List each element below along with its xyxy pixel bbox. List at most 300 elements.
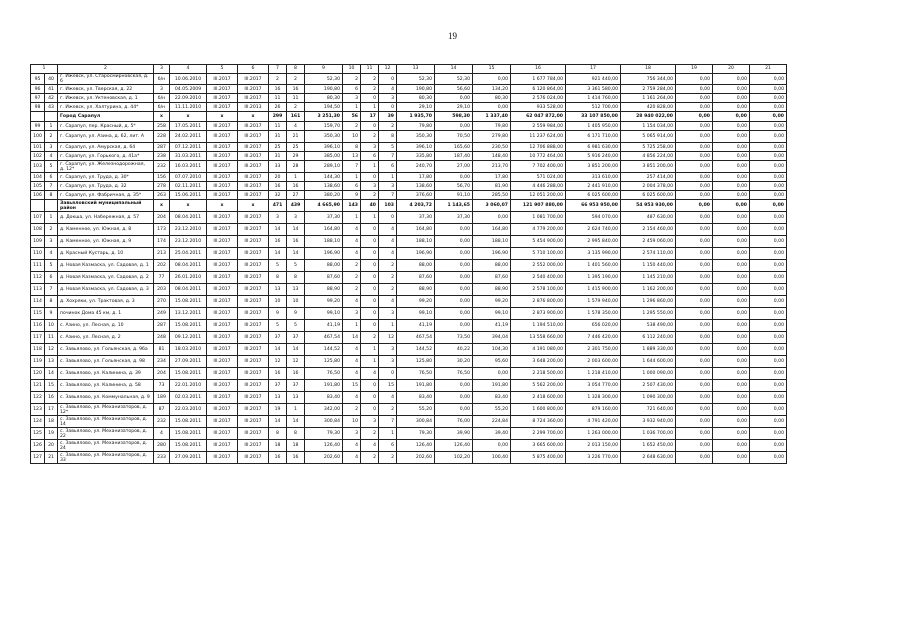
table-cell: 2	[361, 191, 379, 200]
table-row	[31, 161, 787, 173]
address-cell: с. Завьялово, ул. Механизаторов, д. 24	[58, 440, 154, 452]
table-cell: 0,00	[713, 248, 750, 260]
table-cell: 29	[287, 152, 305, 161]
table-cell: 0,00	[713, 122, 750, 131]
table-cell: 55,20	[473, 404, 511, 416]
table-cell: III.2017	[238, 368, 269, 380]
table-cell: 11	[287, 94, 305, 103]
address-cell: с. Завьялово, ул. Калинина, д. 39	[58, 368, 154, 380]
table-cell: 1 145 210,00	[621, 272, 676, 284]
table-cell: 190,80	[305, 85, 343, 94]
table-cell: III.2017	[238, 440, 269, 452]
table-cell: 471	[269, 200, 287, 212]
table-cell: 224,84	[473, 416, 511, 428]
table-cell: 2 759 284,00	[621, 85, 676, 94]
table-cell: 5	[287, 260, 305, 272]
table-cell: 14	[287, 416, 305, 428]
table-cell: 9	[269, 308, 287, 320]
table-cell: 1 328 300,00	[566, 392, 621, 404]
table-cell: 99,20	[397, 296, 435, 308]
table-cell: 2	[343, 272, 361, 284]
table-row	[31, 152, 787, 161]
table-cell: III.2017	[207, 344, 238, 356]
table-cell: 0,00	[750, 152, 787, 161]
table-cell: 5	[45, 260, 58, 272]
column-number-cell: 19	[676, 65, 713, 74]
table-cell: 2 873 900,00	[511, 308, 566, 320]
table-cell: 124	[31, 416, 45, 428]
table-cell: 2	[361, 74, 379, 85]
table-cell: 0	[361, 284, 379, 296]
table-cell: 0,00	[435, 236, 473, 248]
table-cell: 2	[379, 260, 397, 272]
table-cell: 0,00	[713, 260, 750, 272]
table-cell: 156	[154, 173, 170, 182]
table-cell: б/н	[154, 94, 170, 103]
table-cell: 0,00	[676, 112, 713, 122]
table-cell: 0,00	[713, 152, 750, 161]
address-cell: г. Сарапул, ул. Труда, д. 32	[58, 182, 154, 191]
table-cell: 0,00	[750, 404, 787, 416]
table-cell: 40,22	[435, 344, 473, 356]
table-cell: 0,00	[713, 404, 750, 416]
table-cell: III.2017	[207, 212, 238, 224]
table-cell: 0,00	[676, 248, 713, 260]
table-cell: 27	[287, 191, 305, 200]
table-cell: 2 459 060,00	[621, 236, 676, 248]
table-cell: 188,10	[473, 236, 511, 248]
table-cell: 16	[269, 236, 287, 248]
column-number-cell: 21	[750, 65, 787, 74]
table-cell: III.2017	[238, 404, 269, 416]
table-cell: 3	[379, 344, 397, 356]
table-cell: 0,00	[713, 284, 750, 296]
table-cell: 16	[287, 368, 305, 380]
table-cell: 100,40	[473, 452, 511, 464]
table-cell: 119	[31, 356, 45, 368]
table-cell: III.2017	[207, 452, 238, 464]
table-cell: 0,00	[750, 272, 787, 284]
table-cell: 1	[361, 356, 379, 368]
table-cell: 0	[361, 320, 379, 332]
table-cell: 15	[45, 380, 58, 392]
table-cell: 123	[31, 404, 45, 416]
address-cell: г. Ижевск, ул. Старосмирновская, д. 6	[58, 74, 154, 85]
table-cell: III.2017	[238, 272, 269, 284]
table-cell: 15	[343, 380, 361, 392]
table-cell: б/н	[154, 74, 170, 85]
table-cell: 15	[379, 380, 397, 392]
table-cell: 0,00	[713, 416, 750, 428]
table-cell: 95,60	[473, 356, 511, 368]
table-row	[31, 191, 787, 200]
table-cell: 0,00	[676, 344, 713, 356]
table-row	[31, 344, 787, 356]
table-cell: 0,00	[473, 440, 511, 452]
table-cell: 87,60	[397, 272, 435, 284]
table-cell: 37,30	[305, 212, 343, 224]
table-cell: 10	[45, 320, 58, 332]
table-cell: 0,00	[473, 212, 511, 224]
table-cell: 1 161 264,00	[621, 94, 676, 103]
address-cell: г. Сарапул, ул. Труда, д. 30*	[58, 173, 154, 182]
table-cell: 83,40	[473, 392, 511, 404]
table-cell: 95	[31, 74, 45, 85]
table-cell: 9	[343, 191, 361, 200]
table-cell: 3	[45, 143, 58, 152]
address-cell: починок Дома 45 км, д. 1	[58, 308, 154, 320]
table-cell: 4 791 420,00	[566, 416, 621, 428]
table-cell: 0	[361, 404, 379, 416]
table-cell: 4	[379, 85, 397, 94]
table-cell: 0,00	[750, 112, 787, 122]
column-number-cell: 9	[305, 65, 343, 74]
table-cell: 16	[269, 85, 287, 94]
column-number-cell: 16	[511, 65, 566, 74]
table-row	[31, 356, 787, 368]
table-cell: 191,80	[397, 380, 435, 392]
table-cell: 37,30	[435, 212, 473, 224]
table-cell: 2	[287, 103, 305, 112]
table-cell: 121	[31, 380, 45, 392]
table-cell: III.2017	[207, 404, 238, 416]
table-cell: 07.12.2011	[170, 143, 207, 152]
table-cell: 2 013 150,00	[566, 440, 621, 452]
table-cell: III.2017	[207, 94, 238, 103]
table-cell: 122	[31, 392, 45, 404]
table-cell: 5 562 200,00	[511, 380, 566, 392]
address-cell: д. Новая Казмаска, ул. Садовая, д. 2	[58, 272, 154, 284]
table-cell: 0,00	[435, 272, 473, 284]
table-row	[31, 173, 787, 182]
table-cell: 07.07.2010	[170, 173, 207, 182]
table-cell: 164,80	[473, 224, 511, 236]
table-cell: 144,52	[305, 344, 343, 356]
table-cell: 110	[31, 248, 45, 260]
table-cell: III.2017	[238, 85, 269, 94]
table-cell: 2 576 024,00	[511, 94, 566, 103]
table-cell: 15.08.2011	[170, 428, 207, 440]
table-cell: 350,30	[397, 131, 435, 143]
table-cell: 3	[361, 182, 379, 191]
table-cell: 17,80	[473, 173, 511, 182]
table-cell: 80,30	[473, 94, 511, 103]
table-row	[31, 182, 787, 191]
table-cell: 1 150 440,00	[621, 260, 676, 272]
address-cell: д. Новая Казмаска, ул. Садовая, д. 1	[58, 260, 154, 272]
table-cell: 420 828,00	[621, 103, 676, 112]
table-cell: 1	[343, 173, 361, 182]
table-cell: 0,00	[676, 161, 713, 173]
table-cell: 0,00	[676, 74, 713, 85]
table-cell: 77	[154, 272, 170, 284]
table-row	[31, 224, 787, 236]
table-row	[31, 368, 787, 380]
address-cell: с. Завьялово, ул. Гольянская, д. 96а	[58, 344, 154, 356]
table-cell: 0,00	[750, 356, 787, 368]
column-number-cell: 6	[238, 65, 269, 74]
table-cell: 88,90	[397, 284, 435, 296]
table-cell: 289,10	[305, 161, 343, 173]
table-cell: 22.01.2010	[170, 380, 207, 392]
table-cell: 1	[379, 173, 397, 182]
table-cell: 25	[287, 143, 305, 152]
table-cell: 17	[361, 112, 379, 122]
table-cell: 12	[287, 356, 305, 368]
table-row	[31, 296, 787, 308]
table-cell: 08.04.2011	[170, 260, 207, 272]
table-cell: 08.04.2011	[170, 284, 207, 296]
table-cell: 1 935,70	[397, 112, 435, 122]
table-cell: 106	[31, 191, 45, 200]
table-cell: 120	[31, 368, 45, 380]
table-cell: 13 558 660,00	[511, 332, 566, 344]
table-cell: 3	[343, 428, 361, 440]
table-cell: 4 779 200,00	[511, 224, 566, 236]
table-cell: 76,50	[305, 368, 343, 380]
table-cell: 56	[343, 112, 361, 122]
table-cell: 37,30	[397, 212, 435, 224]
table-cell: 33	[269, 161, 287, 173]
table-cell: 279,80	[473, 131, 511, 143]
table-cell: III.2017	[238, 332, 269, 344]
table-cell: 5	[45, 161, 58, 173]
table-cell: 0,00	[676, 452, 713, 464]
table-row	[31, 428, 787, 440]
table-cell: 14	[269, 416, 287, 428]
table-cell: III.2017	[207, 308, 238, 320]
table-cell: 3	[379, 308, 397, 320]
table-cell: 17	[45, 404, 58, 416]
table-cell: x	[207, 200, 238, 212]
table-cell: 4 203,72	[397, 200, 435, 212]
table-cell: 0,00	[435, 260, 473, 272]
table-cell: 278	[154, 182, 170, 191]
table-cell: 6	[361, 152, 379, 161]
table-cell: III.2017	[207, 103, 238, 112]
address-cell: Город Сарапул	[58, 112, 154, 122]
table-cell: 0,00	[676, 368, 713, 380]
table-cell: 285,50	[473, 191, 511, 200]
table-cell: 2 540 400,00	[511, 272, 566, 284]
table-cell: 30,20	[435, 356, 473, 368]
table-row	[31, 236, 787, 248]
table-cell: 102	[31, 152, 45, 161]
table-cell: 31	[269, 152, 287, 161]
table-cell: 0,00	[435, 122, 473, 131]
table-cell: III.2017	[207, 320, 238, 332]
table-cell: x	[154, 112, 170, 122]
table-cell: 0,00	[713, 74, 750, 85]
table-cell: 0,00	[750, 212, 787, 224]
table-cell: 148,40	[473, 152, 511, 161]
table-cell: 0,00	[713, 94, 750, 103]
table-cell: 116	[31, 320, 45, 332]
table-cell: x	[154, 200, 170, 212]
table-cell: 190,80	[397, 85, 435, 94]
table-cell: 16	[287, 236, 305, 248]
table-cell: 87,60	[305, 272, 343, 284]
table-cell: 1 296 860,00	[621, 296, 676, 308]
table-cell: 22.09.2010	[170, 94, 207, 103]
table-cell: 0,00	[435, 224, 473, 236]
table-cell: 15.08.2011	[170, 440, 207, 452]
table-cell: 232	[154, 416, 170, 428]
table-cell: 0,00	[435, 248, 473, 260]
column-number-cell: 18	[621, 65, 676, 74]
address-cell: с. Азино, ул. Лесная, д. 10	[58, 320, 154, 332]
table-cell: 0,00	[750, 248, 787, 260]
table-cell: 10	[343, 131, 361, 143]
table-cell: 14	[45, 368, 58, 380]
table-cell: 18	[287, 440, 305, 452]
table-cell: 0	[361, 296, 379, 308]
table-cell: 0,00	[676, 182, 713, 191]
table-cell: 3 665 600,00	[511, 440, 566, 452]
table-cell: 28 940 022,00	[621, 112, 676, 122]
table-cell: 99,10	[473, 308, 511, 320]
table-cell: 6	[343, 85, 361, 94]
table-cell: 0,00	[750, 173, 787, 182]
table-cell: 4	[45, 152, 58, 161]
table-cell: 0	[361, 260, 379, 272]
table-cell: x	[170, 112, 207, 122]
table-cell: 88,90	[305, 284, 343, 296]
table-cell: 1 889 330,00	[621, 344, 676, 356]
table-cell: 41	[45, 85, 58, 94]
table-cell: 125,80	[305, 356, 343, 368]
table-cell: 2 218 500,00	[511, 368, 566, 380]
table-cell: 0,00	[676, 94, 713, 103]
table-cell: 0,00	[713, 332, 750, 344]
table-cell: 76,50	[435, 368, 473, 380]
table-cell: 2	[361, 131, 379, 143]
table-cell: 1 414 760,00	[566, 94, 621, 103]
table-cell: 3	[45, 236, 58, 248]
table-cell: 99,20	[305, 296, 343, 308]
table-cell: 0,00	[676, 85, 713, 94]
table-cell: 0,00	[713, 212, 750, 224]
table-cell: 159,70	[305, 122, 343, 131]
table-cell: III.2017	[238, 308, 269, 320]
table-cell: 2	[343, 260, 361, 272]
table-cell: 0,00	[473, 74, 511, 85]
table-cell: 313 610,00	[566, 173, 621, 182]
column-number-cell: 17	[566, 65, 621, 74]
table-cell: 933 528,00	[511, 103, 566, 112]
table-cell: 1 036 700,00	[621, 428, 676, 440]
table-cell: 240,70	[397, 161, 435, 173]
table-row	[31, 260, 787, 272]
table-cell: 1 295 550,00	[621, 308, 676, 320]
table-cell: 1 162 200,00	[621, 284, 676, 296]
table-cell: 56,60	[435, 85, 473, 94]
table-cell: 14	[269, 248, 287, 260]
table-cell: 80,30	[397, 94, 435, 103]
table-cell: x	[238, 112, 269, 122]
table-cell: 1	[361, 161, 379, 173]
table-cell: 16	[287, 452, 305, 464]
table-cell: 99	[31, 122, 45, 131]
table-cell: 109	[31, 236, 45, 248]
table-cell: 6 120 864,00	[511, 85, 566, 94]
table-cell: 2	[287, 74, 305, 85]
table-cell: 37	[287, 332, 305, 344]
table-cell: 0,00	[750, 440, 787, 452]
table-cell: 37	[269, 380, 287, 392]
table-cell: 88,90	[473, 284, 511, 296]
table-cell: 0,00	[713, 452, 750, 464]
table-cell: 5	[269, 320, 287, 332]
table-cell: 98	[31, 103, 45, 112]
table-cell: 8	[379, 131, 397, 143]
table-cell: III.2017	[207, 74, 238, 85]
table-cell: 13	[287, 392, 305, 404]
column-number-cell: 3	[154, 65, 170, 74]
table-cell: 4	[343, 440, 361, 452]
table-cell: 467,54	[305, 332, 343, 344]
table-cell: 1	[287, 404, 305, 416]
address-cell: с. Завьялово, ул. Гольянская, д. 98	[58, 356, 154, 368]
table-cell: 0,00	[750, 344, 787, 356]
table-cell: 0	[361, 380, 379, 392]
table-cell: 0	[361, 236, 379, 248]
table-cell: 31	[269, 131, 287, 143]
table-cell: 0,00	[676, 428, 713, 440]
table-cell: 87	[154, 404, 170, 416]
table-cell: 24.02.2011	[170, 131, 207, 143]
table-cell: 0,00	[750, 182, 787, 191]
table-cell: 0,00	[750, 296, 787, 308]
table-row	[31, 332, 787, 344]
table-cell: 15.08.2011	[170, 368, 207, 380]
table-cell: III.2017	[238, 392, 269, 404]
table-cell: III.2017	[207, 260, 238, 272]
table-cell: 107	[31, 212, 45, 224]
table-cell: 4	[343, 344, 361, 356]
table-cell: 0,00	[676, 122, 713, 131]
address-cell: г. Сарапул, ул. Горького, д. 41а*	[58, 152, 154, 161]
table-cell: 88,00	[305, 260, 343, 272]
table-cell: 16	[287, 85, 305, 94]
address-cell: г. Сарапул, ул. Фабричная, д. 35*	[58, 191, 154, 200]
column-number-cell: 7	[269, 65, 287, 74]
table-cell: 1 263 000,00	[566, 428, 621, 440]
address-cell: г. Ижевск, ул. Халтурина, д. 44*	[58, 103, 154, 112]
table-cell: 173	[154, 224, 170, 236]
table-cell: 204	[154, 212, 170, 224]
column-number-cell: 20	[713, 65, 750, 74]
table-cell: III.2017	[238, 260, 269, 272]
table-cell: 187,40	[435, 152, 473, 161]
table-cell: 7	[379, 191, 397, 200]
table-cell: 721 640,00	[621, 404, 676, 416]
table-cell	[31, 200, 45, 212]
table-cell: 18	[269, 440, 287, 452]
table-row	[31, 272, 787, 284]
table-cell: 0,00	[750, 236, 787, 248]
table-row	[31, 284, 787, 296]
table-cell: 1 000 090,00	[621, 368, 676, 380]
table-cell: 113	[31, 284, 45, 296]
table-cell: 40	[45, 74, 58, 85]
table-cell: 0	[379, 368, 397, 380]
table-cell: 13	[269, 284, 287, 296]
table-cell: 0,00	[750, 392, 787, 404]
table-cell: 1 600 800,00	[511, 404, 566, 416]
table-cell: 5 875 400,00	[511, 452, 566, 464]
table-cell: 0,00	[435, 404, 473, 416]
